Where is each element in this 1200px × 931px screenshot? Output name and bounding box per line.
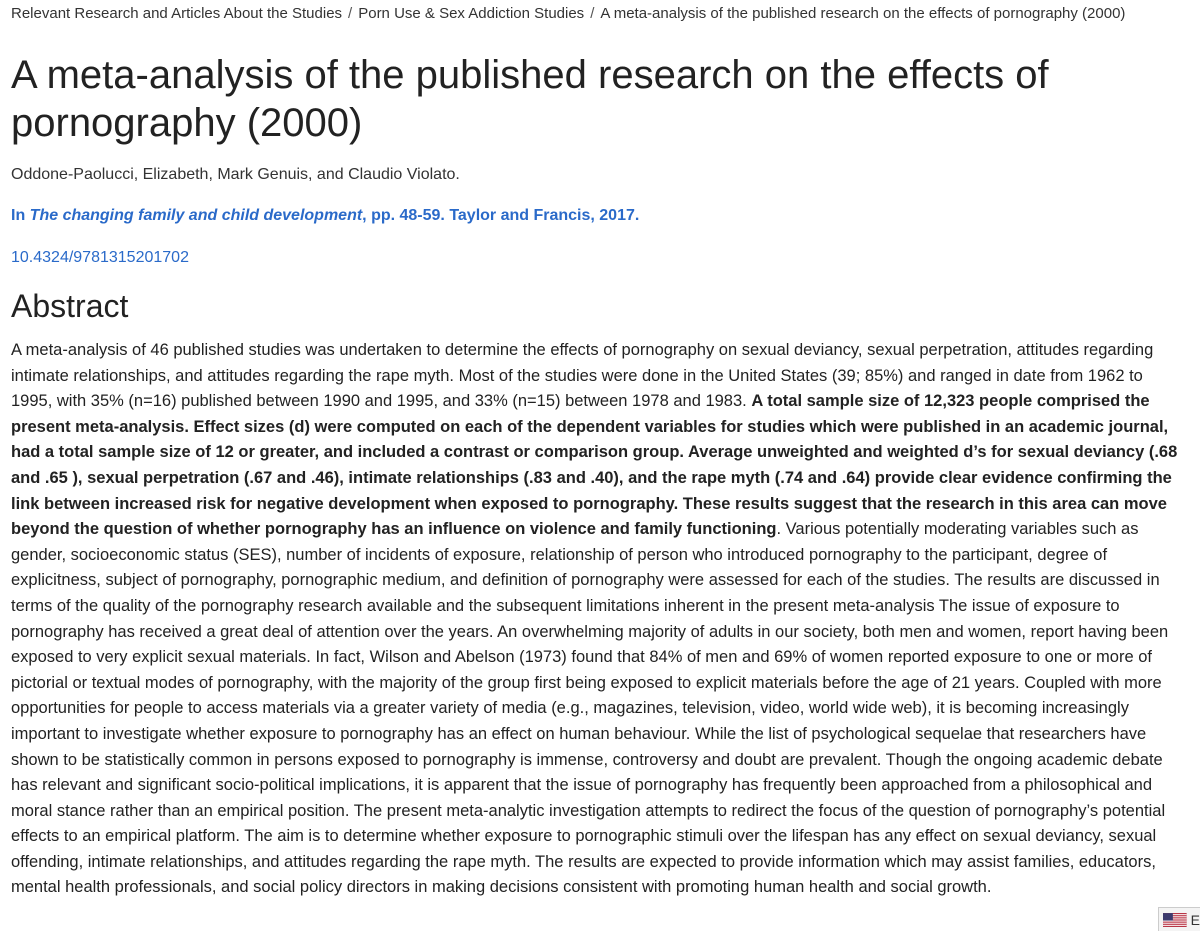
abstract-text [11, 338, 1183, 901]
breadcrumb [11, 5, 1125, 23]
citation-source: The changing family and child development [29, 207, 363, 224]
abstract-part-2: . Various potentially moderating variables such as gender, socioeconomic status (SES), number of incidents of exposure, relationship of person who introduced pornography to the participant, degree of explicitness, subject of pornography, pornographic medium, and definition of pornography were assessed for each of the studies. The results are discussed in terms of the quality of the pornography research available and the subsequent limitations inherent in the present meta-analysis The issue of exposure to pornography has received a great deal of attention over the years. An overwhelming majority of adults in our society, both men and women, report having been exposed to very explicit sexual materials. In fact, Wilson and Abelson (1973) found that 84% of men and 69% of women reported exposure to one or more of pictorial or textual modes of pornography, with the majority of the group first being exposed to explicit materials before the age of 21 years. Coupled with more opportunities for people to access materials via a greater variety of media (e.g., magazines, television, video, world wide web), it is becoming increasingly important to investigate whether exposure to pornography has an effect on human behaviour. While the list of psychological sequelae that researchers have shown to be statistically common in persons exposed to pornography is immense, controversy and doubt are prevalent. Though the ongoing academic debate has relevant and significant socio-political implications, it is apparent that the issue of pornography has frequently been approached from a philosophical and moral stance rather than an empirical position. The present meta-analytic investigation attempts to redirect the focus of the question of pornography’s potential effects to an empirical platform. The aim is to determine whether exposure to pornographic stimuli over the lifespan has any effect on sexual deviancy, sexual offending, intimate relationships, and attitudes regarding the rape myth. The results are expected to provide information which may assist families, educators, mental health professionals, and social policy directors in making decisions consistent with promoting human health and social growth. [11, 520, 1169, 897]
article-authors: Oddone-Paolucci, Elizabeth, Mark Genuis, and Claudio Violato. [11, 166, 460, 183]
abstract-heading: Abstract [11, 288, 129, 324]
language-label: E [1190, 911, 1200, 928]
citation-prefix: In [11, 207, 30, 224]
citation-suffix: , pp. 48-59. Taylor and Francis, 2017. [362, 207, 640, 224]
page-title: A meta-analysis of the published research on the effects of pornography (2000) [11, 53, 1049, 145]
citation-link[interactable] [11, 206, 639, 226]
abstract-bold-findings: A total sample size of 12,323 people comprised the present meta-analysis. Effect sizes (d) were computed on each of the dependent variables for studies which were published in an academic journal, had a total sample size of 12 or greater, and included a contrast or comparison group. Average unweighted and weighted d’s for sexual deviancy (.68 and .65 ), sexual perpetration (.67 and .46), intimate relationships (.83 and .40), and the rape myth (.74 and .64) provide clear evidence confirming the link between increased risk for negative development when exposed to pornography. These results suggest that the research in this area can move beyond the question of whether pornography has an influence on violence and family functioning [11, 392, 1178, 539]
breadcrumb-separator: / [590, 5, 595, 22]
doi-link[interactable]: 10.4324/9781315201702 [11, 249, 189, 266]
abstract-part-1: A meta-analysis of 46 published studies was undertaken to determine the effects of pornography on sexual deviancy, sexual perpetration, attitudes regarding intimate relationships, and attitudes regarding the rape myth. Most of the studies were done in the United States (39; 85%) and ranged in date from 1962 to 1995, with 35% (n=16) published between 1990 and 1995, and 33% (n=15) between 1978 and 1983. [11, 341, 1154, 411]
breadcrumb-separator: / [348, 5, 353, 22]
us-flag-icon [1163, 913, 1187, 927]
language-selector[interactable] [1158, 907, 1200, 931]
breadcrumb-item-research[interactable]: Relevant Research and Articles About the Studies [11, 5, 343, 22]
breadcrumb-item-current: A meta-analysis of the published research on the effects of pornography (2000) [600, 5, 1126, 22]
breadcrumb-item-porn-use-studies[interactable]: Porn Use & Sex Addiction Studies [358, 5, 585, 22]
